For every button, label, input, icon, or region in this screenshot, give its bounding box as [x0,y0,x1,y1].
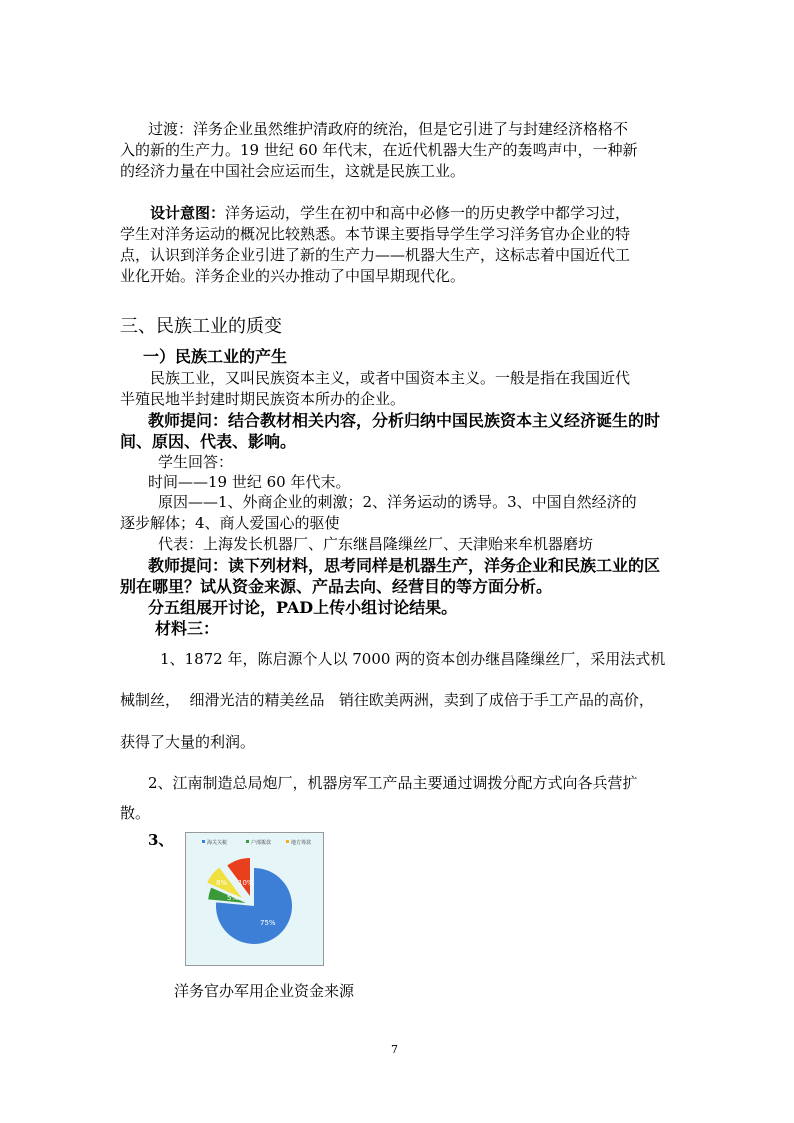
design-line-1 [150,203,690,224]
question2-line-2: 别在哪里？试从资金来源、产品去向、经营目的等方面分析。 [120,577,553,596]
design-line-2: 学生对洋务运动的概况比较熟悉。本节课主要指导学生学习洋务官办企业的特 [120,225,631,243]
pie-data-label-1: 5% [227,894,239,902]
answer-label: 学生回答： [158,453,234,471]
answer-reason-line-1: 原因——1、外商企业的刺激；2、洋务运动的诱导。3、中国自然经济的 [158,493,637,511]
design-label: 设计意图： [150,204,226,222]
legend-swatch-2 [286,840,289,843]
question2-line-1: 教师提问：读下列材料，思考同样是机器生产，洋务企业和民族工业的区 [148,556,661,575]
legend-label-0: 海关关税 [207,840,228,846]
pie-data-label-3: 10% [238,879,254,887]
chart-caption: 洋务官办军用企业资金来源 [174,982,355,1000]
section-title: 三、民族工业的质变 [120,316,282,337]
definition-line-2: 半殖民地半封建时期民族资本所办的企业。 [120,390,406,408]
legend-swatch-0 [202,840,205,843]
material1-line-2: 械制丝， 细滑光洁的精美丝品 销往欧美两洲，卖到了成倍于手工产品的高价， [120,691,654,709]
discussion-text: 分五组展开讨论，PAD上传小组讨论结果。 [148,598,458,617]
answer-representatives: 代表：上海发长机器厂、广东继昌隆缫丝厂、天津贻来牟机器磨坊 [158,535,594,553]
material1-line-3: 获得了大量的利润。 [120,733,256,751]
subsection-title: 一）民族工业的产生 [143,347,288,366]
transition-line-2: 入的新的生产力。19 世纪 60 年代末，在近代机器大生产的轰鸣声中，一种新 [120,141,638,159]
legend-label-1: 户部拨款 [251,840,272,846]
material2-line-2: 散。 [120,804,151,822]
page-number: 7 [391,1043,398,1056]
design-line-3: 点，认识到洋务企业引进了新的生产力——机器大生产，这标志着中国近代工 [120,246,631,264]
transition-line-1: 过渡：洋务企业虽然维护清政府的统治，但是它引进了与封建经济格格不 [148,120,629,138]
pie-data-label-2: 8% [216,879,228,887]
design-line-4: 业化开始。洋务企业的兴办推动了中国早期现代化。 [120,267,466,285]
answer-time: 时间——19 世纪 60 年代末。 [148,473,351,491]
question1-line-2: 间、原因、代表、影响。 [120,432,297,451]
legend-label-2: 地方筹款 [291,840,312,846]
pie-data-label-0: 75% [260,919,276,927]
pie-chart-svg [186,833,323,965]
material-title: 材料三： [155,619,220,638]
definition-line-1: 民族工业，又叫民族资本主义，或者中国资本主义。一般是指在我国近代 [150,369,631,387]
material3-label: 3、 [148,831,174,849]
design-text-1: 洋务运动，学生在初中和高中必修一的历史教学中都学习过， [225,204,631,222]
material2-line-1: 2、江南制造总局炮厂，机器房军工产品主要通过调拨分配方式向各兵营扩 [148,774,638,792]
question1-line-1: 教师提问：结合教材相关内容，分析归纳中国民族资本主义经济诞生的时 [148,411,661,430]
transition-line-3: 的经济力量在中国社会应运而生，这就是民族工业。 [120,162,466,180]
funding-pie-chart [185,832,324,966]
legend-swatch-1 [246,840,249,843]
answer-reason-line-2: 逐步解体；4、商人爱国心的驱使 [120,514,340,532]
material1-line-1: 1、1872 年，陈启源个人以 7000 两的资本创办继昌隆缫丝厂，采用法式机 [160,650,666,668]
